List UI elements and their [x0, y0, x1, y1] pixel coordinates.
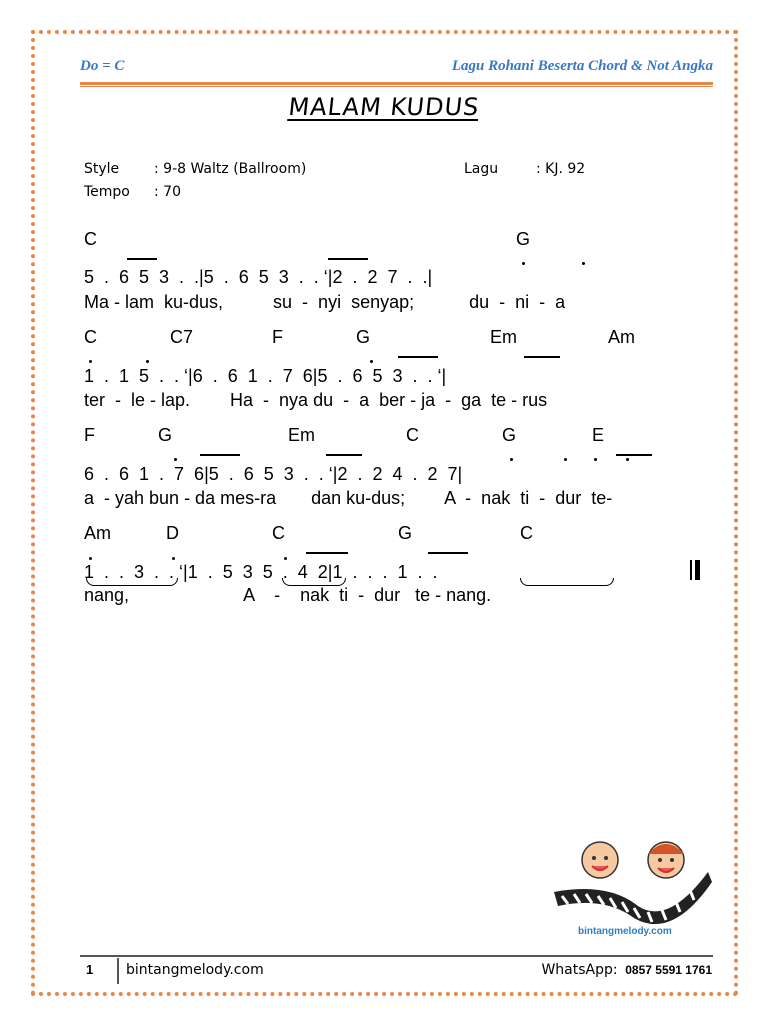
- chord: C: [520, 523, 533, 543]
- octave-dot: [626, 458, 629, 461]
- chord: D: [166, 523, 179, 543]
- octave-dot: [89, 360, 92, 363]
- chord: C: [272, 523, 285, 543]
- chord: Am: [84, 523, 111, 543]
- notation-row: 1 . 1 5 . . ‘|6 . 6 1 . 7 6|5 . 6 5 3 . . ‘|: [84, 366, 447, 386]
- beam: [428, 552, 468, 554]
- beam: [398, 356, 438, 358]
- chord: Em: [490, 327, 517, 347]
- chord: G: [516, 229, 531, 249]
- octave-dot: [89, 557, 92, 560]
- notation-row: 1 . . 3 . . ‘|1 . 5 3 5 . 4 2|1 . . . 1 . .: [84, 562, 438, 582]
- lyric-row: a - yah bun - da mes-ra dan ku-dus; A - nak ti - dur te-: [84, 488, 613, 508]
- chord: Em: [288, 425, 315, 445]
- final-barline-thick: [695, 560, 700, 580]
- beam: [328, 258, 368, 260]
- header-rule: [80, 82, 713, 85]
- beam: [306, 552, 348, 554]
- tempo-label: Tempo: [84, 184, 130, 200]
- style-label: Style: [84, 161, 120, 177]
- lagu-value: : KJ. 92: [536, 161, 586, 177]
- chord: C: [406, 425, 419, 445]
- final-barline-thin: [690, 560, 692, 580]
- lyric-row: nang, A - nak ti - dur te - nang.: [84, 585, 492, 605]
- lagu-label: Lagu: [464, 161, 499, 177]
- octave-dot: [284, 557, 287, 560]
- notation-row: 5 . 6 5 3 . .|5 . 6 5 3 . . ‘|2 . 2 7 . .|: [84, 267, 433, 287]
- octave-dot: [522, 262, 525, 265]
- chord: F: [84, 425, 95, 445]
- octave-dot: [582, 262, 585, 265]
- octave-dot: [172, 557, 175, 560]
- notation-row: 6 . 6 1 . 7 6|5 . 6 5 3 . . ‘|2 . 2 4 . 2 7|: [84, 464, 463, 484]
- key-label: Do = C: [80, 58, 125, 74]
- footer-site[interactable]: bintangmelody.com: [126, 962, 264, 978]
- beam: [616, 454, 652, 456]
- whatsapp-number[interactable]: 0857 5591 1761: [625, 963, 712, 977]
- footer-separator: [117, 958, 119, 984]
- song-title: MALAM KUDUS: [287, 93, 481, 121]
- octave-dot: [564, 458, 567, 461]
- header-subtitle: Lagu Rohani Beserta Chord & Not Angka: [451, 58, 713, 74]
- whatsapp-label: WhatsApp:: [541, 962, 618, 978]
- chord: F: [272, 327, 283, 347]
- chord: G: [158, 425, 173, 445]
- chord: G: [398, 523, 413, 543]
- octave-dot: [174, 458, 177, 461]
- whatsapp-contact: [541, 962, 712, 978]
- octave-dot: [510, 458, 513, 461]
- chord: C: [84, 327, 97, 347]
- style-value: : 9-8 Waltz (Ballroom): [154, 161, 307, 177]
- logo-caption: bintangmelody.com: [578, 926, 672, 937]
- beam: [200, 454, 240, 456]
- header-rule-thin: [80, 86, 713, 87]
- tie-slur: [520, 578, 614, 586]
- chord: C7: [170, 327, 194, 347]
- chord: Am: [608, 327, 635, 347]
- octave-dot: [146, 360, 149, 363]
- lyric-row: ter - le - lap. Ha - nya du - a ber - ja - ga te - rus: [84, 390, 548, 410]
- beam: [127, 258, 157, 260]
- tempo-value: : 70: [154, 184, 181, 200]
- chord: G: [502, 425, 517, 445]
- octave-dot: [594, 458, 597, 461]
- chord: C: [84, 229, 97, 249]
- chord: E: [592, 425, 605, 445]
- chord: G: [356, 327, 371, 347]
- beam: [524, 356, 560, 358]
- lyric-row: Ma - lam ku-dus, su - nyi senyap; du - ni - a: [84, 292, 566, 312]
- octave-dot: [370, 360, 373, 363]
- page-number: 1: [86, 962, 94, 977]
- beam: [326, 454, 362, 456]
- footer-rule: [80, 955, 713, 957]
